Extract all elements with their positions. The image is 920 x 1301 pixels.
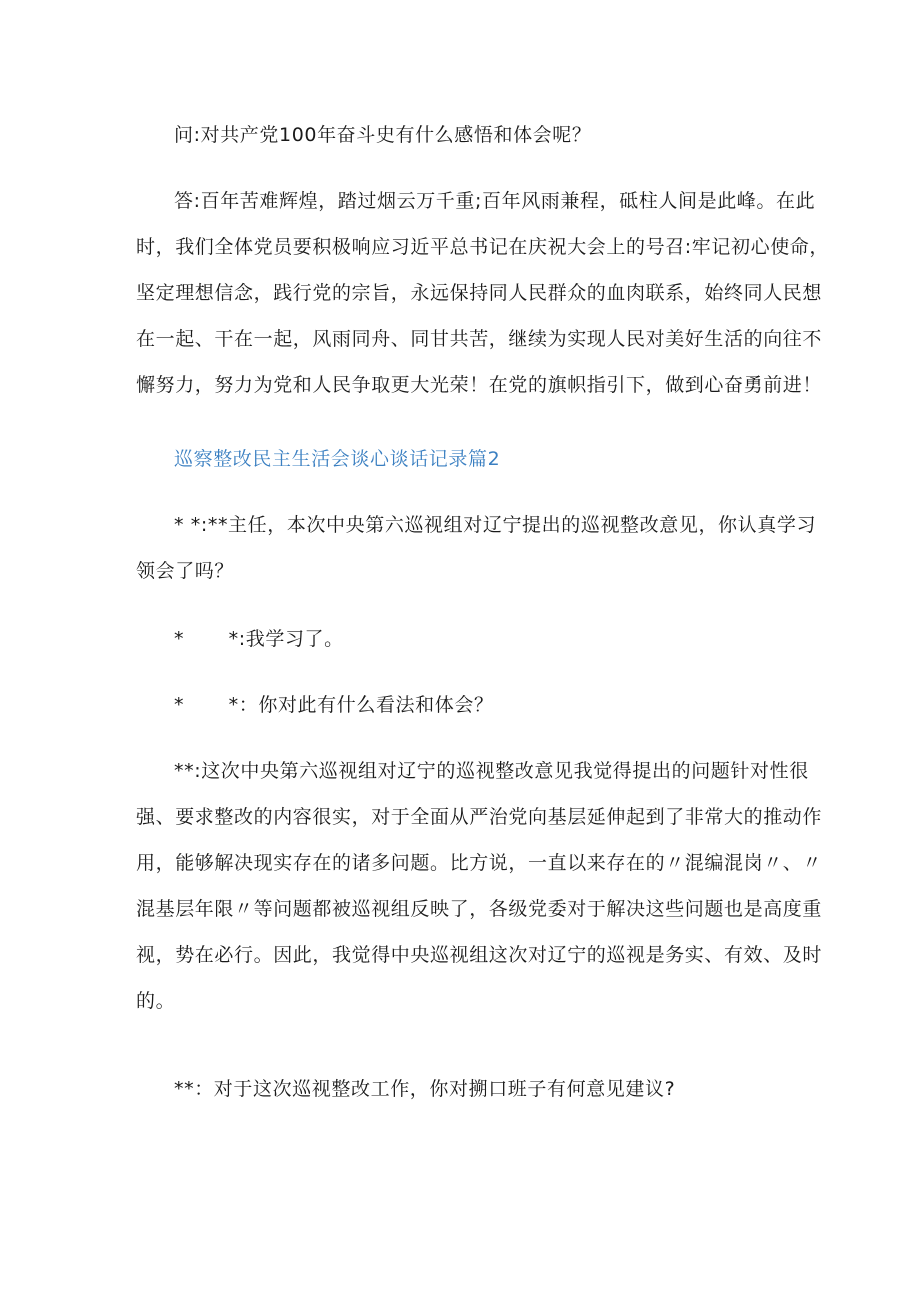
dialog-paragraph-2 (174, 620, 344, 658)
question-paragraph (136, 116, 800, 154)
dialog-paragraph-1 (136, 506, 817, 590)
answer-line: 时，我们全体党员要积极响应习近平总书记在庆祝大会上的号召:牢记初心使命， (136, 236, 830, 258)
speaker-mark: * (174, 628, 185, 650)
dialog-paragraph-4 (136, 752, 823, 1020)
dialog-line: 强、要求整改的内容很实，对于全面从严治党向基层延伸起到了非常大的推动作 (136, 806, 823, 828)
dialog-line: 用，能够解决现实存在的诸多问题。比方说，一直以来存在的〃混编混岗〃、〃 (136, 852, 823, 874)
dialog-paragraph-5 (136, 1070, 800, 1108)
answer-line: 在一起、干在一起，风雨同舟、同甘共苦，继续为实现人民对美好生活的向往不 (136, 328, 823, 350)
dialog-line: **:这次中央第六巡视组对辽宁的巡视整改意见我觉得提出的问题针对性很 (174, 760, 809, 782)
section-heading-text: 巡察整改民主生活会谈心谈话记录篇2 (174, 448, 501, 470)
speaker-mark: * (174, 694, 185, 716)
answer-line: 懈努力，努力为党和人民争取更大光荣！在党的旗帜指引下，做到心奋勇前进！ (136, 374, 823, 396)
dialog-text: *:我学习了。 (228, 628, 344, 650)
dialog-line: * *:**主任，本次中央第六巡视组对辽宁提出的巡视整改意见，你认真学习 (174, 514, 817, 536)
section-heading (136, 440, 800, 478)
answer-line: 答:百年苦难辉煌，踏过烟云万千重;百年风雨兼程，砥柱人间是此峰。在此 (174, 190, 816, 212)
dialog-line: **：对于这次巡视整改工作，你对搠口班子有何意见建议? (174, 1078, 676, 1100)
dialog-line: 视，势在必行。因此，我觉得中央巡视组这次对辽宁的巡视是务实、有效、及时 (136, 944, 823, 966)
dialog-text: *：你对此有什么看法和体会？ (228, 694, 494, 716)
dialog-line: 领会了吗？ (136, 560, 235, 582)
dialog-line: 混基层年限〃等问题都被巡视组反映了，各级党委对于解决这些问题也是高度重 (136, 898, 823, 920)
dialog-line: 的。 (136, 990, 176, 1012)
answer-paragraph (136, 182, 830, 404)
question-line: 问:对共产党100年奋斗史有什么感悟和体会呢？ (174, 124, 592, 146)
answer-line: 坚定理想信念，践行党的宗旨，永远保持同人民群众的血肉联系，始终同人民想 (136, 282, 823, 304)
dialog-paragraph-3 (174, 686, 494, 724)
